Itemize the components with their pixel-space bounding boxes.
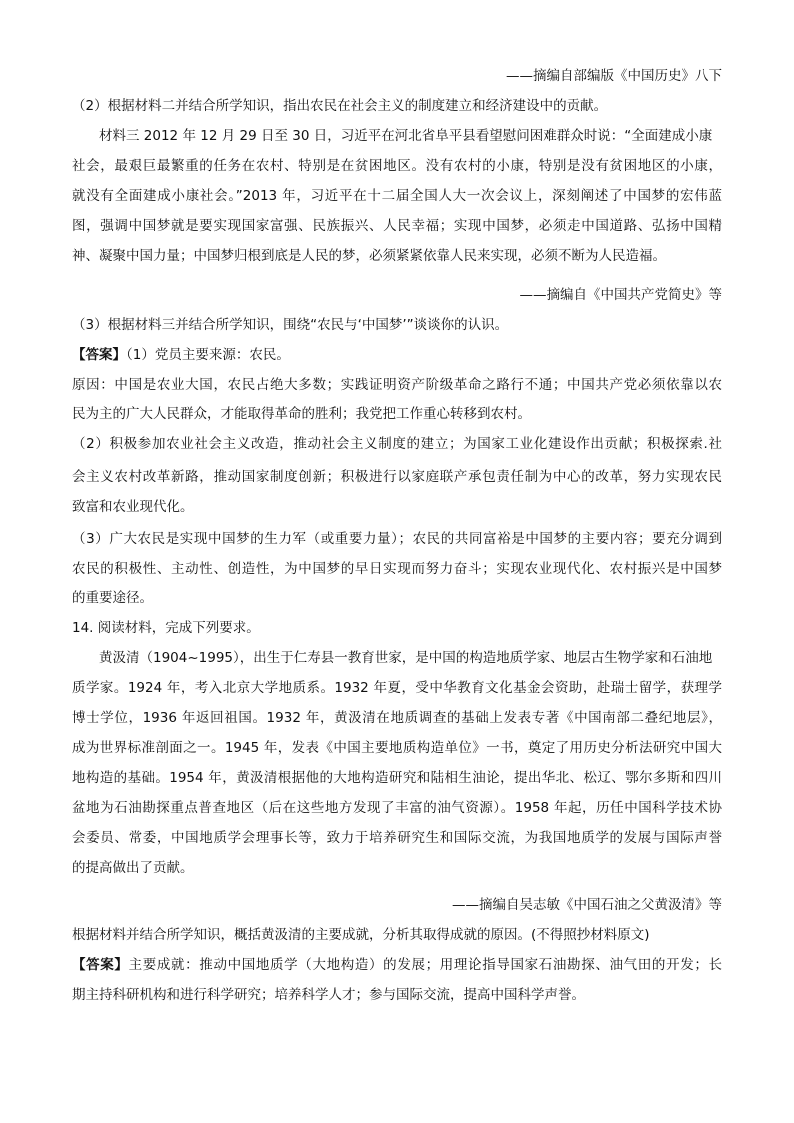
text-line: ——摘编自吴志敏《中国石油之父黄汲清》等 xyxy=(452,897,722,913)
text-line: （3）广大农民是实现中国梦的生力军（或重要力量）；农民的共同富裕是中国梦的主要内容；要充分调到 xyxy=(72,531,722,547)
text-line: ——摘编自部编版《中国历史》八下 xyxy=(506,68,722,84)
text-line: 就没有全面建成小康社会。”2013 年，习近平在十二届全国人大一次会议上，深刻阐述了中国梦的宏伟蓝 xyxy=(72,188,722,204)
text-line: 地构造的基础。1954 年，黄汲清根据他的大地构造研究和陆相生油论，提出华北、松辽、鄂尔多斯和四川 xyxy=(72,770,722,786)
text-line: （2）积极参加农业社会主义改造，推动社会主义制度的建立；为国家工业化建设作出贡献；积极探索.社 xyxy=(72,436,722,452)
text-line: 14. 阅读材料，完成下列要求。 xyxy=(72,620,260,636)
text-line: 成为世界标准剖面之一。1945 年，发表《中国主要地质构造单位》一书，奠定了用历史分析法研究中国大 xyxy=(72,740,722,756)
text-line xyxy=(72,345,722,365)
text-line: 盆地为石油勘探重点普查地区（后在这些地方发现了丰富的油气资源）。1958 年起，历任中国科学技术协 xyxy=(72,800,722,816)
text-line: 会主义农村改革新路，推动国家制度创新；积极进行以家庭联产承包责任制为中心的改革，努力实现农民 xyxy=(72,469,722,485)
text-line: 的提高做出了贡献。 xyxy=(72,860,194,876)
text-line: 材料三 2012 年 12 月 29 日至 30 日，习近平在河北省阜平县看望慰问困难群众时说：“全面建成小康 xyxy=(99,128,713,144)
text-line: 民为主的广大人民群众，才能取得革命的胜利；我党把工作重心转移到农村。 xyxy=(72,406,531,422)
text-line: 的重要途径。 xyxy=(72,590,153,606)
text-line: 博士学位，1936 年返回祖国。1932 年，黄汲清在地质调查的基础上发表专著《中国南部二叠纪地层》， xyxy=(72,710,722,726)
text-line: 图，强调中国梦就是要实现国家富强、民族振兴、人民幸福；实现中国梦，必须走中国道路、弘扬中国精 xyxy=(72,218,722,234)
text-line: 期主持科研机构和进行科学研究；培养科学人才；参与国际交流，提高中国科学声誉。 xyxy=(72,987,585,1003)
text-line: 社会，最艰巨最繁重的任务在农村、特别是在贫困地区。没有农村的小康，特别是没有贫困地区的小康， xyxy=(72,158,722,174)
answer-text: （1）党员主要来源：农民。 xyxy=(126,347,290,363)
text-line: 会委员、常委，中国地质学会理事长等，致力于培养研究生和国际交流，为我国地质学的发展与国际声誉 xyxy=(72,830,722,846)
answer-label: 【答案】 xyxy=(72,957,129,973)
text-line: （2）根据材料二并结合所学知识，指出农民在社会主义的制度建立和经济建设中的贡献。 xyxy=(72,98,608,114)
text-line xyxy=(72,955,722,975)
text-line: ——摘编自《中国共产党简史》等 xyxy=(519,287,722,303)
text-line: 原因：中国是农业大国，农民占绝大多数；实践证明资产阶级革命之路行不通；中国共产党必须依靠以农 xyxy=(72,377,722,393)
answer-label: 【答案】 xyxy=(72,347,126,363)
text-line: 神、凝聚中国力量；中国梦归根到底是人民的梦，必须紧紧依靠人民来实现，必须不断为人民造福。 xyxy=(72,248,666,264)
text-line: 质学家。1924 年，考入北京大学地质系。1932 年夏，受中华教育文化基金会资助，赴瑞士留学，获理学 xyxy=(72,680,722,696)
text-line: （3）根据材料三并结合所学知识，围绕“农民与‘中国梦’”谈谈你的认识。 xyxy=(72,317,509,333)
text-line: 致富和农业现代化。 xyxy=(72,499,194,515)
text-line: 农民的积极性、主动性、创造性，为中国梦的早日实现而努力奋斗；实现农业现代化、农村振兴是中国梦 xyxy=(72,561,722,577)
text-line: 根据材料并结合所学知识，概括黄汲清的主要成就，分析其取得成就的原因。(不得照抄材料原文) xyxy=(72,927,650,943)
answer-text: 主要成就：推动中国地质学（大地构造）的发展；用理论指导国家石油勘探、油气田的开发；长 xyxy=(128,957,722,973)
text-line: 黄汲清（1904~1995），出生于仁寿县一教育世家，是中国的构造地质学家、地层古生物学家和石油地 xyxy=(99,650,713,666)
